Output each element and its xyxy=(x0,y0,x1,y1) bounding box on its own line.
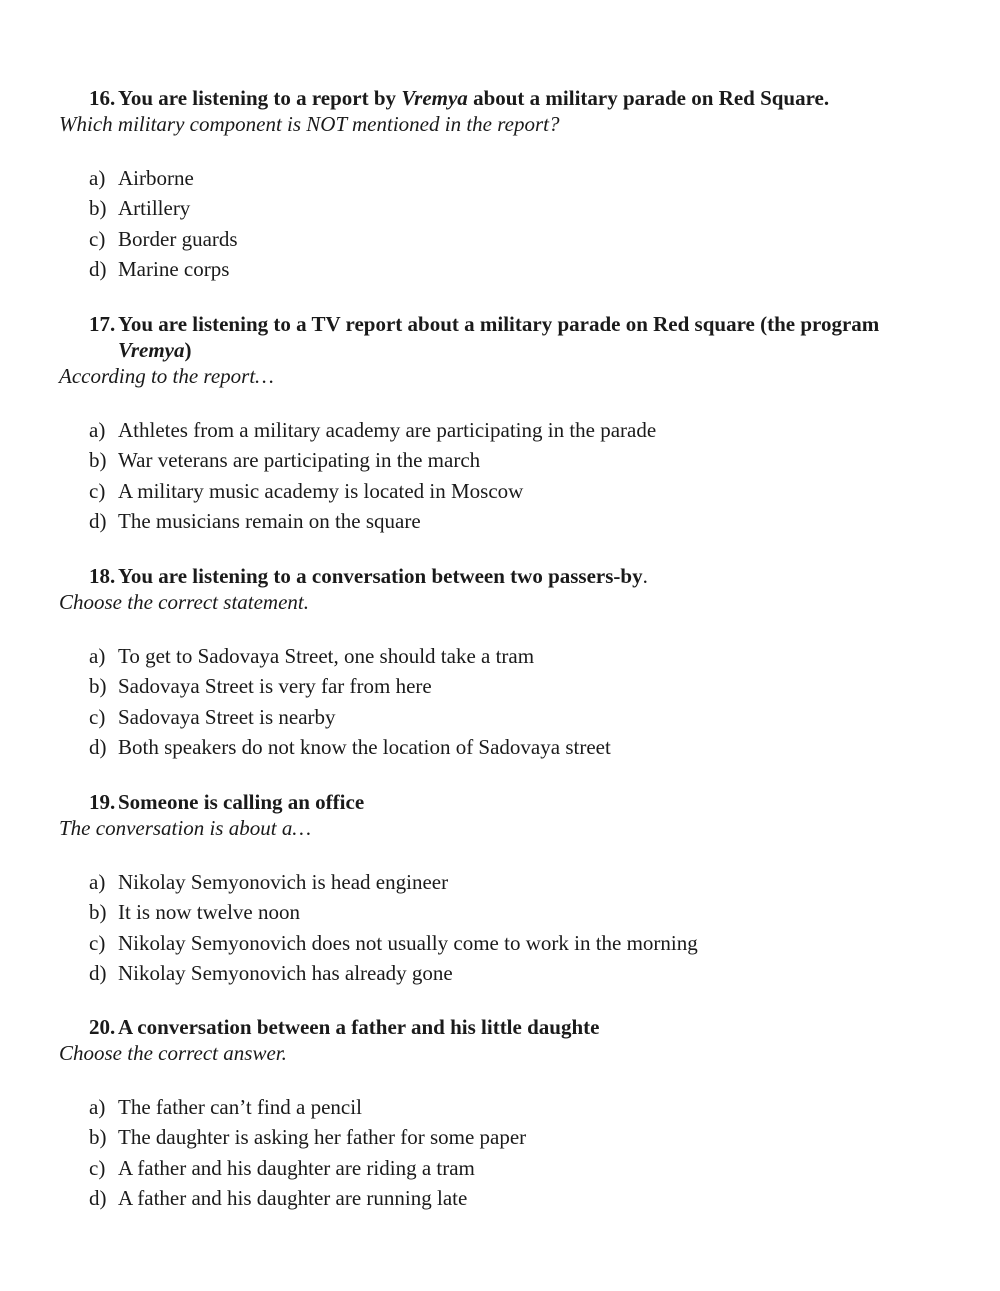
option-a[interactable]: a) Athletes from a military academy are participating in the parade xyxy=(89,418,657,442)
option-a[interactable]: a) The father can’t find a pencil xyxy=(89,1095,362,1119)
question-number: 19. xyxy=(89,790,116,814)
question-17 xyxy=(0,311,1000,536)
question-number: 18. xyxy=(89,564,116,588)
answer-options xyxy=(0,641,1000,762)
option-c[interactable]: c) Sadovaya Street is nearby xyxy=(89,704,336,729)
option-c[interactable]: c) A father and his daughter are riding a tram xyxy=(89,1155,475,1180)
option-d[interactable]: d) The musicians remain on the square xyxy=(89,508,421,533)
question-16 xyxy=(0,85,1000,284)
question-title: 16. You are listening to a report by Vremya about a military parade on Red Square. xyxy=(89,86,830,110)
question-instruction: According to the report… xyxy=(59,364,274,388)
question-title: 17. You are listening to a TV report about a military parade on Red square (the program Vremya) xyxy=(89,312,880,362)
question-18 xyxy=(0,563,1000,762)
option-a[interactable]: a) Nikolay Semyonovich is head engineer xyxy=(89,870,449,894)
question-number: 17. xyxy=(89,312,116,336)
option-d[interactable]: d) A father and his daughter are running late xyxy=(89,1185,468,1210)
option-d[interactable]: d) Both speakers do not know the location of Sadovaya street xyxy=(89,734,611,759)
question-title: 18. You are listening to a conversation between two passers-by. xyxy=(89,564,648,588)
question-instruction: The conversation is about a… xyxy=(59,816,311,840)
question-20 xyxy=(0,1014,1000,1213)
question-number: 20. xyxy=(89,1015,116,1039)
option-a[interactable]: a) To get to Sadovaya Street, one should take a tram xyxy=(89,644,535,668)
option-d[interactable]: d) Nikolay Semyonovich has already gone xyxy=(89,960,453,985)
option-b[interactable]: b) It is now twelve noon xyxy=(89,900,300,925)
answer-options xyxy=(0,415,1000,536)
option-c[interactable]: c) Nikolay Semyonovich does not usually come to work in the morning xyxy=(89,930,698,955)
option-c[interactable]: c) A military music academy is located in Moscow xyxy=(89,478,524,503)
question-instruction: Which military component is NOT mentioned in the report? xyxy=(59,112,560,136)
question-instruction: Choose the correct statement. xyxy=(59,590,310,614)
answer-options xyxy=(0,867,1000,988)
answer-options xyxy=(0,1092,1000,1213)
option-b[interactable]: b) The daughter is asking her father for some paper xyxy=(89,1125,527,1150)
option-c[interactable]: c) Border guards xyxy=(89,226,238,251)
question-title: 20. A conversation between a father and his little daughte xyxy=(89,1015,600,1039)
question-instruction: Choose the correct answer. xyxy=(59,1041,287,1065)
option-d[interactable]: d) Marine corps xyxy=(89,256,230,281)
question-number: 16. xyxy=(89,86,116,110)
question-title: 19. Someone is calling an office xyxy=(89,790,365,814)
option-b[interactable]: b) Sadovaya Street is very far from here xyxy=(89,674,432,699)
option-a[interactable]: a) Airborne xyxy=(89,166,194,190)
question-19 xyxy=(0,789,1000,988)
answer-options xyxy=(0,163,1000,284)
option-b[interactable]: b) Artillery xyxy=(89,196,191,221)
option-b[interactable]: b) War veterans are participating in the march xyxy=(89,448,481,473)
